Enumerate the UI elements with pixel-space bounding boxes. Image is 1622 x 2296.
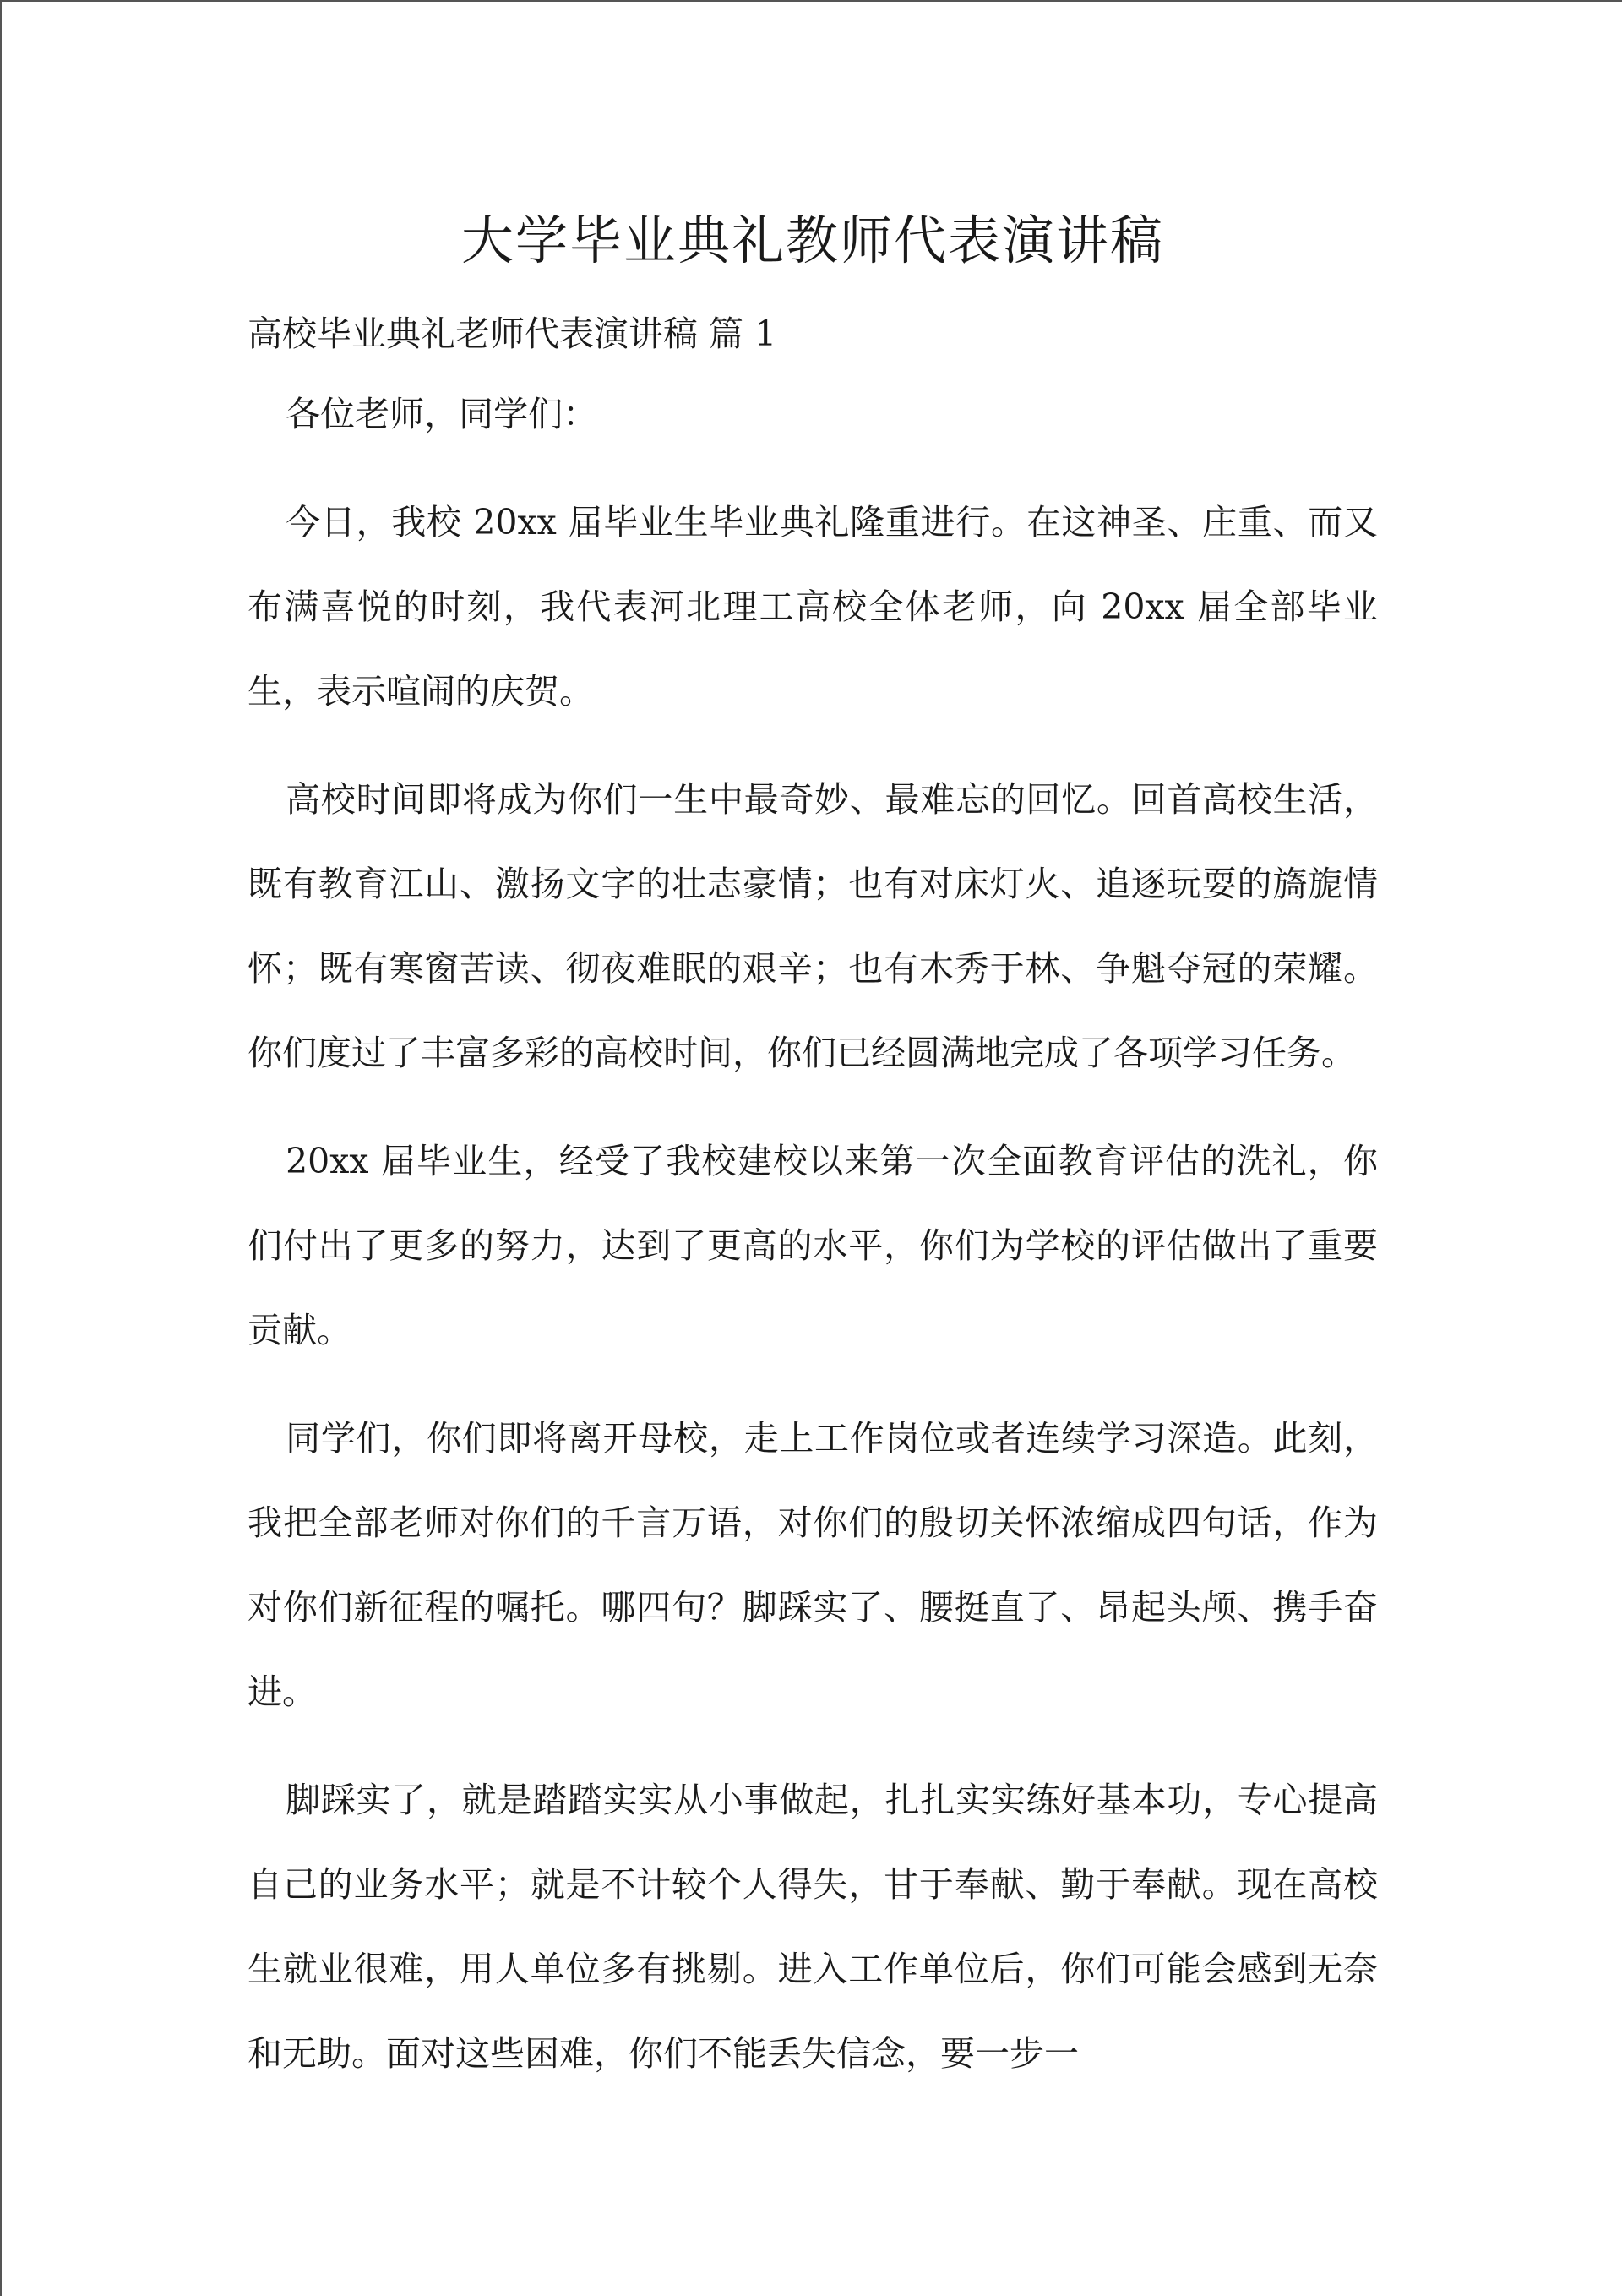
paragraph: 同学们，你们即将离开母校，走上工作岗位或者连续学习深造。此刻，我把全部老师对你们的千言万语，对你们的殷切关怀浓缩成四句话，作为对你们新征程的嘱托。哪四句？脚踩实了、腰挺直了、昂起头颅、携手奋进。 (248, 1418, 1378, 1712)
paragraph: 今日，我校 20xx 届毕业生毕业典礼隆重进行。在这神圣、庄重、而又布满喜悦的时刻，我代表河北理工高校全体老师，向 20xx 届全部毕业生，表示喧闹的庆贺。 (248, 502, 1378, 712)
paragraph: 20xx 届毕业生，经受了我校建校以来第一次全面教育评估的洗礼，你们付出了更多的努力，达到了更高的水平，你们为学校的评估做出了重要贡献。 (248, 1141, 1378, 1350)
page-border-left (0, 0, 2, 2296)
document-subtitle: 高校毕业典礼老师代表演讲稿 篇 1 (248, 314, 777, 354)
paragraph: 脚踩实了，就是踏踏实实从小事做起，扎扎实实练好基本功，专心提高自己的业务水平；就是不计较个人得失，甘于奉献、勤于奉献。现在高校生就业很难，用人单位多有挑剔。进入工作单位后，你们可能会感到无奈和无助。面对这些困难，你们不能丢失信念，要一步一 (248, 1780, 1378, 2074)
paragraph-greeting: 各位老师，同学们： (286, 394, 598, 434)
document-body (248, 194, 1378, 2096)
paragraph: 高校时间即将成为你们一生中最奇妙、最难忘的回忆。回首高校生活，既有教育江山、激扬文字的壮志豪情；也有对床灯火、追逐玩耍的旖旎情怀；既有寒窗苦读、彻夜难眠的艰辛；也有木秀于林、争魁夺冠的荣耀。你们度过了丰富多彩的高校时间，你们已经圆满地完成了各项学习任务。 (248, 779, 1378, 1073)
document-title: 大学毕业典礼教师代表演讲稿 (460, 210, 1164, 271)
page-border-top (0, 0, 1622, 2)
